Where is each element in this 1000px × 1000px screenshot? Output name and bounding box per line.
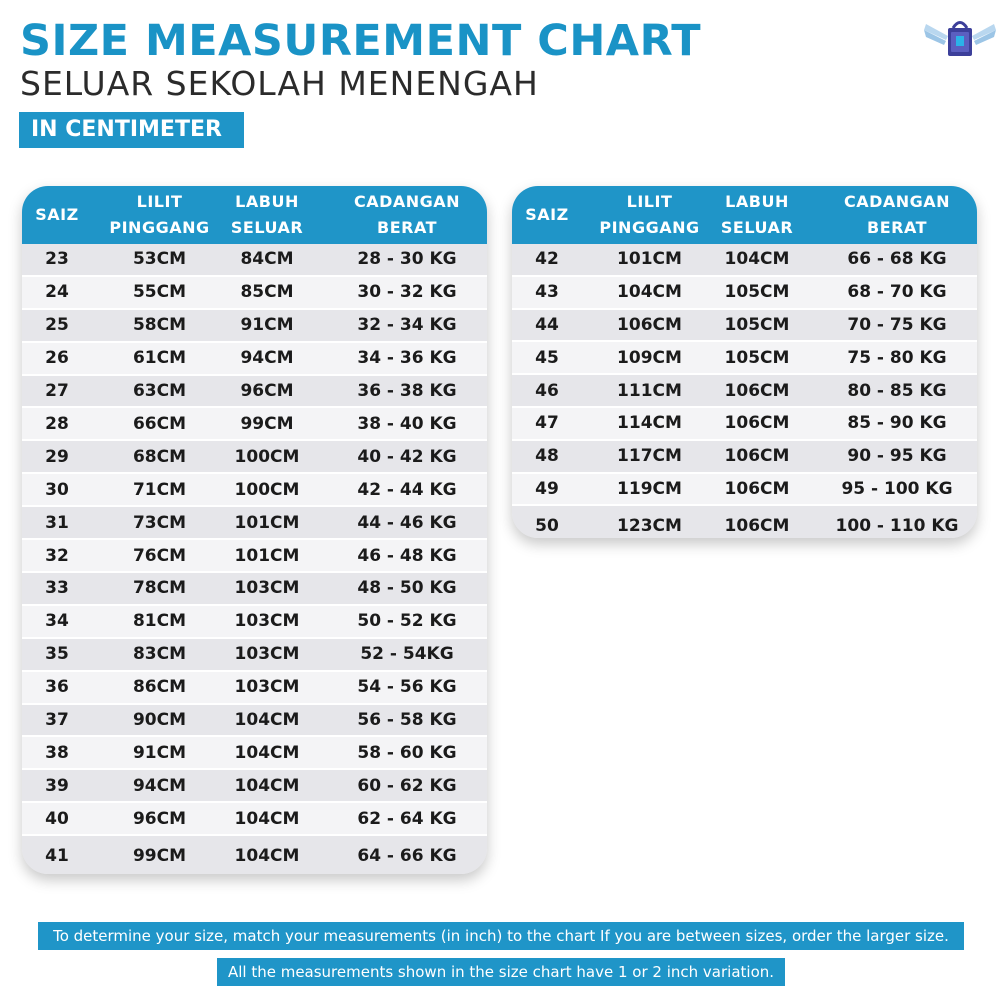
cell-lilit-pinggang: 109CM bbox=[617, 347, 682, 368]
cell-cadangan-berat: 44 - 46 KG bbox=[357, 512, 457, 533]
cell-labuh-seluar: 91CM bbox=[240, 315, 294, 336]
cell-labuh-seluar: 104CM bbox=[234, 742, 300, 763]
size-table-left bbox=[22, 186, 487, 874]
cell-saiz: 31 bbox=[45, 512, 69, 533]
table-row bbox=[22, 770, 487, 803]
cell-lilit-pinggang: 91CM bbox=[132, 742, 187, 763]
cell-lilit-pinggang: 86CM bbox=[132, 677, 187, 698]
cell-labuh-seluar: 103CM bbox=[234, 578, 300, 599]
cell-saiz: 40 bbox=[45, 808, 69, 829]
table-row bbox=[22, 803, 487, 836]
cell-cadangan-berat: 30 - 32 KG bbox=[357, 282, 457, 303]
cell-lilit-pinggang: 94CM bbox=[132, 775, 187, 796]
cell-lilit-pinggang: 68CM bbox=[132, 446, 187, 467]
size-table-right bbox=[512, 186, 977, 538]
header-cadangan-berat: CADANGAN BERAT bbox=[843, 192, 951, 237]
header-saiz: SAIZ bbox=[35, 205, 79, 224]
cell-cadangan-berat: 70 - 75 KG bbox=[847, 314, 947, 335]
cell-labuh-seluar: 100CM bbox=[234, 479, 300, 500]
cell-labuh-seluar: 104CM bbox=[234, 845, 300, 866]
cell-cadangan-berat: 90 - 95 KG bbox=[847, 446, 947, 467]
table-header bbox=[22, 186, 487, 244]
table-row bbox=[512, 244, 977, 277]
cell-lilit-pinggang: 55CM bbox=[132, 282, 187, 303]
cell-labuh-seluar: 104CM bbox=[234, 808, 300, 829]
cell-saiz: 37 bbox=[45, 710, 69, 731]
table-row bbox=[22, 639, 487, 672]
cell-labuh-seluar: 101CM bbox=[234, 545, 300, 566]
cell-labuh-seluar: 106CM bbox=[724, 515, 790, 536]
table-row bbox=[22, 474, 487, 507]
cell-saiz: 48 bbox=[535, 446, 559, 467]
cell-saiz: 44 bbox=[535, 314, 559, 335]
table-row bbox=[22, 277, 487, 310]
cell-labuh-seluar: 106CM bbox=[724, 446, 790, 467]
cell-saiz: 45 bbox=[535, 347, 559, 368]
cell-cadangan-berat: 66 - 68 KG bbox=[847, 249, 947, 270]
cell-saiz: 34 bbox=[45, 611, 69, 632]
cell-lilit-pinggang: 111CM bbox=[617, 380, 682, 401]
cell-labuh-seluar: 105CM bbox=[724, 282, 790, 303]
header-lilit-pinggang: LILIT PINGGANG bbox=[599, 192, 700, 237]
cell-labuh-seluar: 106CM bbox=[724, 413, 790, 434]
cell-saiz: 35 bbox=[45, 644, 69, 665]
cell-cadangan-berat: 85 - 90 KG bbox=[847, 413, 947, 434]
cell-lilit-pinggang: 78CM bbox=[132, 578, 187, 599]
cell-lilit-pinggang: 96CM bbox=[132, 808, 187, 829]
cell-lilit-pinggang: 99CM bbox=[132, 845, 187, 866]
table-row bbox=[512, 277, 977, 310]
cell-saiz: 50 bbox=[535, 515, 559, 536]
cell-saiz: 43 bbox=[535, 282, 559, 303]
header-labuh-seluar: LABUH SELUAR bbox=[720, 192, 794, 237]
cell-cadangan-berat: 42 - 44 KG bbox=[357, 479, 457, 500]
table-row bbox=[512, 441, 977, 474]
cell-cadangan-berat: 100 - 110 KG bbox=[835, 515, 959, 536]
cell-labuh-seluar: 84CM bbox=[240, 249, 294, 270]
cell-lilit-pinggang: 114CM bbox=[617, 413, 682, 434]
cell-lilit-pinggang: 61CM bbox=[132, 348, 187, 369]
cell-labuh-seluar: 99CM bbox=[240, 413, 294, 434]
cell-cadangan-berat: 32 - 34 KG bbox=[357, 315, 457, 336]
cell-cadangan-berat: 34 - 36 KG bbox=[357, 348, 457, 369]
cell-saiz: 24 bbox=[45, 282, 69, 303]
cell-cadangan-berat: 28 - 30 KG bbox=[357, 249, 457, 270]
header-lilit-pinggang: LILIT PINGGANG bbox=[109, 192, 210, 237]
cell-saiz: 27 bbox=[45, 381, 69, 402]
cell-lilit-pinggang: 53CM bbox=[132, 249, 187, 270]
table-row bbox=[512, 474, 977, 507]
cell-saiz: 39 bbox=[45, 775, 69, 796]
cell-saiz: 38 bbox=[45, 742, 69, 763]
cell-saiz: 46 bbox=[535, 380, 559, 401]
table-row bbox=[22, 310, 487, 343]
cell-labuh-seluar: 104CM bbox=[724, 249, 790, 270]
cell-labuh-seluar: 104CM bbox=[234, 710, 300, 731]
cell-lilit-pinggang: 106CM bbox=[617, 314, 682, 335]
cell-lilit-pinggang: 123CM bbox=[617, 515, 682, 536]
cell-saiz: 32 bbox=[45, 545, 69, 566]
table-row bbox=[22, 441, 487, 474]
table-row bbox=[22, 376, 487, 409]
cell-cadangan-berat: 60 - 62 KG bbox=[357, 775, 457, 796]
cell-cadangan-berat: 56 - 58 KG bbox=[357, 710, 457, 731]
cell-cadangan-berat: 68 - 70 KG bbox=[847, 282, 947, 303]
cell-lilit-pinggang: 76CM bbox=[132, 545, 187, 566]
cell-labuh-seluar: 105CM bbox=[724, 347, 790, 368]
table-row bbox=[512, 342, 977, 375]
cell-saiz: 47 bbox=[535, 413, 559, 434]
table-row bbox=[22, 836, 487, 874]
page-title: SIZE MEASUREMENT CHART bbox=[20, 16, 702, 66]
table-row bbox=[22, 409, 487, 442]
cell-labuh-seluar: 103CM bbox=[234, 611, 300, 632]
header-saiz: SAIZ bbox=[525, 205, 569, 224]
table-row bbox=[22, 606, 487, 639]
cell-cadangan-berat: 95 - 100 KG bbox=[841, 478, 953, 499]
table-row bbox=[22, 244, 487, 277]
cell-cadangan-berat: 75 - 80 KG bbox=[847, 347, 947, 368]
cell-saiz: 28 bbox=[45, 413, 69, 434]
cell-saiz: 26 bbox=[45, 348, 69, 369]
cell-lilit-pinggang: 71CM bbox=[132, 479, 187, 500]
table-row bbox=[22, 672, 487, 705]
cell-cadangan-berat: 58 - 60 KG bbox=[357, 742, 457, 763]
cell-lilit-pinggang: 73CM bbox=[132, 512, 187, 533]
cell-labuh-seluar: 106CM bbox=[724, 478, 790, 499]
table-row bbox=[22, 507, 487, 540]
cell-lilit-pinggang: 58CM bbox=[132, 315, 187, 336]
cell-cadangan-berat: 50 - 52 KG bbox=[357, 611, 457, 632]
cell-cadangan-berat: 62 - 64 KG bbox=[357, 808, 457, 829]
cell-labuh-seluar: 100CM bbox=[234, 446, 300, 467]
cell-saiz: 42 bbox=[535, 249, 559, 270]
variation-note: All the measurements shown in the size chart have 1 or 2 inch variation. bbox=[217, 958, 785, 986]
winged-shopping-bag-icon bbox=[922, 14, 998, 62]
cell-lilit-pinggang: 119CM bbox=[617, 478, 682, 499]
cell-cadangan-berat: 48 - 50 KG bbox=[357, 578, 457, 599]
table-row bbox=[512, 506, 977, 538]
cell-lilit-pinggang: 101CM bbox=[617, 249, 682, 270]
cell-labuh-seluar: 101CM bbox=[234, 512, 300, 533]
cell-labuh-seluar: 94CM bbox=[240, 348, 294, 369]
cell-saiz: 29 bbox=[45, 446, 69, 467]
cell-lilit-pinggang: 117CM bbox=[617, 446, 682, 467]
cell-cadangan-berat: 54 - 56 KG bbox=[357, 677, 457, 698]
header-labuh-seluar: LABUH SELUAR bbox=[230, 192, 304, 237]
cell-cadangan-berat: 36 - 38 KG bbox=[357, 381, 457, 402]
cell-labuh-seluar: 85CM bbox=[240, 282, 294, 303]
cell-lilit-pinggang: 81CM bbox=[132, 611, 187, 632]
cell-cadangan-berat: 38 - 40 KG bbox=[357, 413, 457, 434]
cell-labuh-seluar: 105CM bbox=[724, 314, 790, 335]
unit-badge: IN CENTIMETER bbox=[19, 112, 244, 148]
table-row bbox=[22, 738, 487, 771]
cell-cadangan-berat: 46 - 48 KG bbox=[357, 545, 457, 566]
size-guide-note: To determine your size, match your measurements (in inch) to the chart If you are between sizes, order the larger size. bbox=[38, 922, 964, 950]
table-row bbox=[512, 375, 977, 408]
table-row bbox=[22, 343, 487, 376]
cell-cadangan-berat: 64 - 66 KG bbox=[357, 845, 457, 866]
cell-cadangan-berat: 52 - 54KG bbox=[360, 644, 454, 665]
table-row bbox=[512, 408, 977, 441]
header-cadangan-berat: CADANGAN BERAT bbox=[353, 192, 461, 237]
cell-saiz: 41 bbox=[45, 845, 69, 866]
cell-labuh-seluar: 106CM bbox=[724, 380, 790, 401]
table-row bbox=[22, 705, 487, 738]
cell-saiz: 36 bbox=[45, 677, 69, 698]
cell-lilit-pinggang: 83CM bbox=[132, 644, 187, 665]
cell-saiz: 30 bbox=[45, 479, 69, 500]
cell-labuh-seluar: 103CM bbox=[234, 677, 300, 698]
cell-saiz: 25 bbox=[45, 315, 69, 336]
cell-lilit-pinggang: 104CM bbox=[617, 282, 682, 303]
cell-lilit-pinggang: 63CM bbox=[132, 381, 187, 402]
cell-saiz: 49 bbox=[535, 478, 559, 499]
cell-labuh-seluar: 96CM bbox=[240, 381, 294, 402]
cell-saiz: 23 bbox=[45, 249, 69, 270]
cell-cadangan-berat: 80 - 85 KG bbox=[847, 380, 947, 401]
cell-labuh-seluar: 104CM bbox=[234, 775, 300, 796]
cell-cadangan-berat: 40 - 42 KG bbox=[357, 446, 457, 467]
table-header bbox=[512, 186, 977, 244]
table-row bbox=[22, 573, 487, 606]
cell-lilit-pinggang: 66CM bbox=[132, 413, 187, 434]
page-subtitle: SELUAR SEKOLAH MENENGAH bbox=[20, 64, 539, 103]
table-row bbox=[22, 540, 487, 573]
cell-lilit-pinggang: 90CM bbox=[132, 710, 187, 731]
cell-saiz: 33 bbox=[45, 578, 69, 599]
table-row bbox=[512, 310, 977, 343]
cell-labuh-seluar: 103CM bbox=[234, 644, 300, 665]
